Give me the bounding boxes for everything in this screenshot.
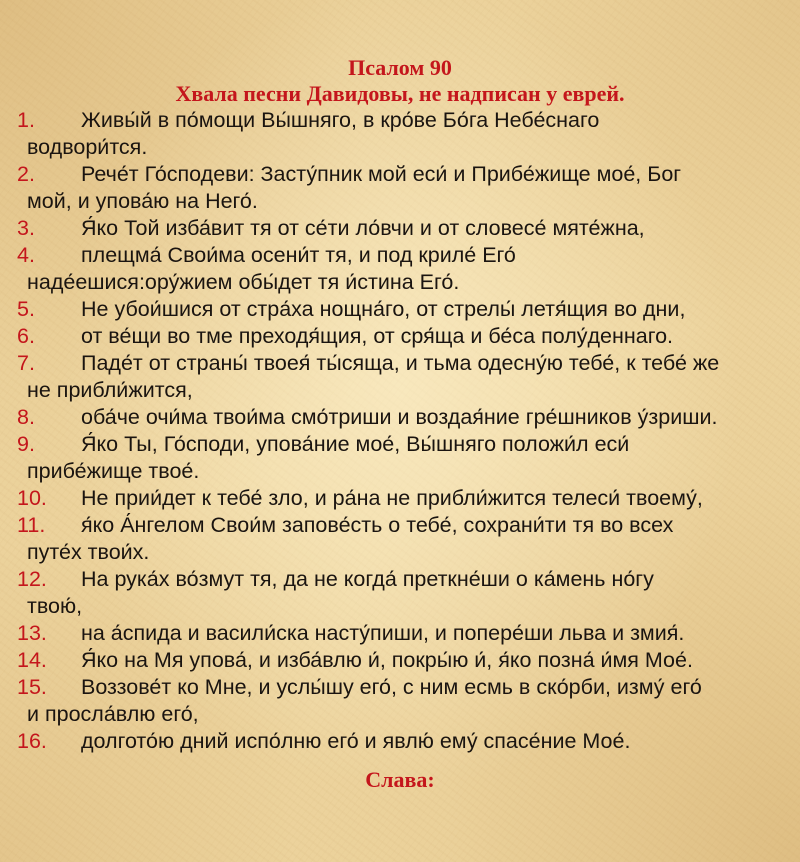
verse-number: 6. — [17, 324, 35, 348]
verse-2 — [17, 161, 787, 215]
verse-6 — [17, 323, 787, 350]
verse-text — [81, 647, 787, 674]
verse-number: 16. — [17, 729, 47, 753]
verse-number: 14. — [17, 648, 47, 672]
verse-number: 1. — [17, 108, 35, 132]
verse-11 — [17, 512, 787, 566]
verse-line-continued: путе́х твои́х. — [27, 540, 150, 564]
verse-line: Воззове́т ко Мне, и услы́шу его́, с ним есмь в ско́рби, изму́ его́ — [81, 675, 702, 699]
verse-text — [81, 323, 787, 350]
verse-text — [81, 296, 787, 323]
verse-16 — [17, 728, 787, 755]
verse-line: Я́ко Той изба́вит тя от се́ти ло́вчи и от словесе́ мяте́жна, — [81, 216, 645, 240]
verse-number: 12. — [17, 567, 47, 591]
verse-line: Я́ко на Мя упова́, и изба́влю и́, покры́ю и́, я́ко позна́ и́мя Мое́. — [81, 648, 693, 672]
verse-line-continued: наде́ешися:ору́жием обы́дет тя и́стина Его́. — [27, 270, 460, 294]
verse-line: Паде́т от страны́ твоея́ ты́сяща, и тьма одесну́ю тебе́, к тебе́ же — [81, 351, 720, 375]
verse-number: 7. — [17, 351, 35, 375]
gloria-heading: Слава: — [365, 767, 435, 792]
verse-1 — [17, 107, 787, 161]
verse-text — [27, 431, 787, 485]
psalm-title: Псалом 90 — [348, 55, 452, 80]
verse-text — [27, 350, 787, 404]
verse-line-continued: твою́, — [27, 594, 83, 618]
verse-number: 11. — [17, 513, 46, 537]
verse-15 — [17, 674, 787, 728]
verse-number: 10. — [17, 486, 47, 510]
verse-line: Рече́т Го́сподеви: Засту́пник мой еси́ и Прибе́жище мое́, Бог — [81, 162, 682, 186]
verse-line: Не убои́шися от стра́ха нощна́го, от стрелы́ летя́щия во дни, — [81, 297, 686, 321]
verse-4 — [17, 242, 787, 296]
verse-text — [81, 620, 787, 647]
verse-line-continued: мой, и упова́ю на Него́. — [27, 189, 258, 213]
verse-line: я́ко А́нгелом Свои́м запове́сть о тебе́, сохрани́ти тя во всех — [81, 513, 674, 537]
verse-list — [17, 107, 787, 755]
verse-line: Не прии́дет к тебе́ зло, и ра́на не прибли́жится телеси́ твоему́, — [81, 486, 703, 510]
psalm-subtitle: Хвала песни Давидовы, не надписан у еврей. — [175, 81, 625, 106]
verse-line: долгото́ю дний испо́лню его́ и явлю́ ему́ спасе́ние Мое́. — [81, 729, 631, 753]
verse-9 — [17, 431, 787, 485]
verse-text — [81, 485, 787, 512]
verse-line: плещма́ Свои́ма осени́т тя, и под криле́ Его́ — [81, 243, 516, 267]
verse-3 — [17, 215, 787, 242]
verse-14 — [17, 647, 787, 674]
verse-number: 4. — [17, 243, 35, 267]
verse-number: 5. — [17, 297, 35, 321]
verse-13 — [17, 620, 787, 647]
verse-number: 3. — [17, 216, 35, 240]
verse-10 — [17, 485, 787, 512]
verse-line: Живы́й в по́мощи Вы́шняго, в кро́ве Бо́га Небе́снаго — [81, 108, 600, 132]
verse-12 — [17, 566, 787, 620]
verse-line: оба́че очи́ма твои́ма смо́триши и воздая́ние гре́шников у́зриши. — [81, 405, 718, 429]
verse-number: 9. — [17, 432, 35, 456]
verse-7 — [17, 350, 787, 404]
verse-5 — [17, 296, 787, 323]
verse-number: 15. — [17, 675, 47, 699]
verse-line: Я́ко Ты, Го́споди, упова́ние мое́, Вы́шняго положи́л еси́ — [81, 432, 630, 456]
verse-text — [81, 215, 787, 242]
verse-line: На рука́х во́змут тя, да не когда́ преткне́ши о ка́мень но́гу — [81, 567, 654, 591]
verse-text — [27, 161, 787, 215]
verse-text — [27, 107, 787, 161]
verse-line: от ве́щи во тме преходя́щия, от сря́ща и бе́са полу́деннаго. — [81, 324, 673, 348]
verse-line-continued: и просла́влю его́, — [27, 702, 199, 726]
verse-text — [81, 404, 787, 431]
verse-text — [81, 728, 787, 755]
verse-number: 13. — [17, 621, 47, 645]
verse-number: 8. — [17, 405, 35, 429]
verse-line: на а́спида и васили́ска насту́пиши, и попере́ши льва и змия́. — [81, 621, 685, 645]
verse-text — [27, 242, 787, 296]
verse-line-continued: прибе́жище твое́. — [27, 459, 200, 483]
verse-line-continued: водвори́тся. — [27, 135, 148, 159]
verse-number: 2. — [17, 162, 35, 186]
verse-8 — [17, 404, 787, 431]
verse-line-continued: не прибли́жится, — [27, 378, 193, 402]
